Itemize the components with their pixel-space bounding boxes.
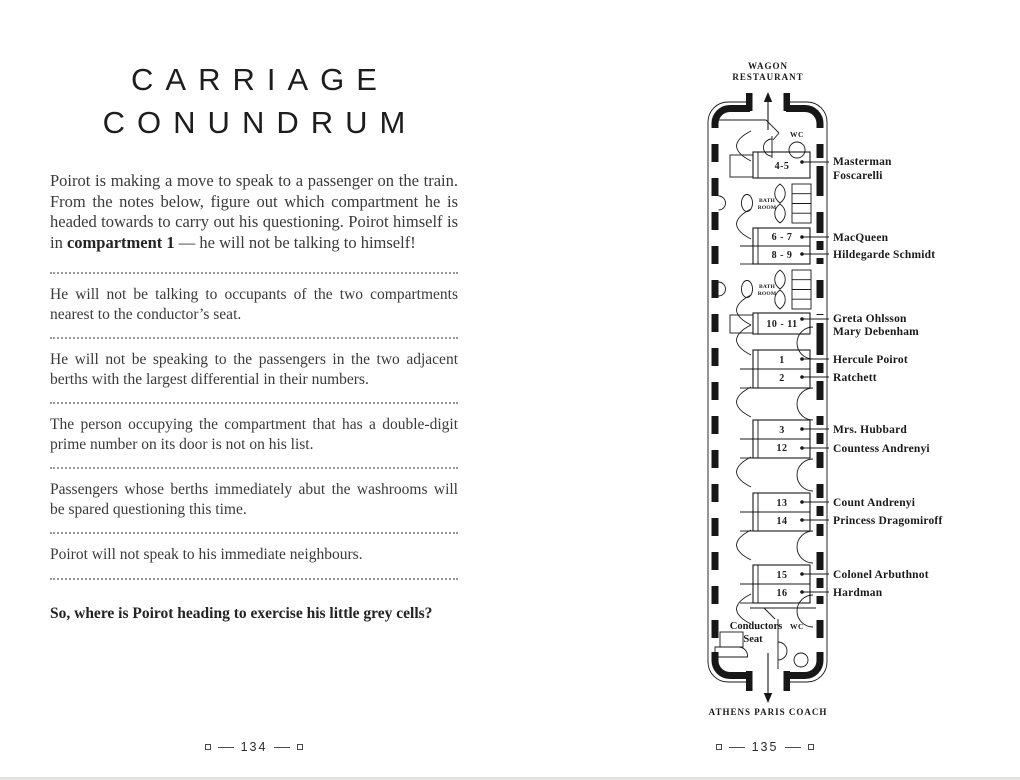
berth-box xyxy=(730,155,753,177)
left-page-footer xyxy=(50,740,458,754)
footer-ornament xyxy=(297,744,303,750)
right-page-number: 135 xyxy=(751,740,779,754)
door-arc xyxy=(719,196,726,210)
athens-paris-coach-label: ATHENS PARIS COACH xyxy=(708,707,828,717)
wc-top-label: WC xyxy=(790,130,804,139)
bathroom-label-1: BATH xyxy=(759,198,775,204)
passenger-label: Greta Ohlsson xyxy=(833,313,907,325)
passenger-label: Foscarelli xyxy=(833,170,883,182)
footer-ornament xyxy=(205,744,211,750)
seat-icon xyxy=(715,647,748,657)
compartment-number: 2 xyxy=(779,373,785,384)
page-title xyxy=(50,58,458,144)
intro-text-2: — he will not be talking to himself! xyxy=(174,232,416,252)
footer-ornament xyxy=(218,747,234,748)
wagon-restaurant-label-1: WAGON xyxy=(747,61,789,71)
compartment-number: 12 xyxy=(776,443,788,454)
door-arc xyxy=(719,282,726,296)
title-line-2: CONUNDRUM xyxy=(102,105,418,140)
passenger-label: Hercule Poirot xyxy=(833,354,908,366)
compartment-4-5 xyxy=(730,152,892,182)
clue-item: Passengers whose berths immediately abut the washrooms will be spared questioning this time. xyxy=(50,467,458,532)
passenger-label: Count Andrenyi xyxy=(833,497,916,509)
toilet-icon xyxy=(789,142,805,158)
compartment-number: 10 - 11 xyxy=(766,319,798,330)
passenger-label: Hildegarde Schmidt xyxy=(833,249,936,261)
passenger-label: Princess Dragomiroff xyxy=(833,515,943,527)
footer-ornament xyxy=(274,747,290,748)
footer-ornament xyxy=(785,747,801,748)
door-arc xyxy=(764,139,773,156)
bathroom-label-2: ROOM xyxy=(757,205,777,211)
swing-door xyxy=(775,184,786,203)
passenger-label: Colonel Arbuthnot xyxy=(833,569,929,581)
compartment-number: 4-5 xyxy=(774,161,790,172)
footer-ornament xyxy=(729,747,745,748)
compartment-15-16 xyxy=(740,565,929,603)
passenger-label: Mrs. Hubbard xyxy=(833,424,907,436)
clue-item: He will not be talking to occupants of the two compartments nearest to the conductor’s seat. xyxy=(50,272,458,337)
bathroom-label-1: BATH xyxy=(759,284,775,290)
intro-text-1: Poirot is making a move to speak to a passenger on the train. From the notes below, figure out which compartment he is headed towards to carry out his questioning. Poirot himself is in xyxy=(50,171,458,252)
passenger-label: Mary Debenham xyxy=(833,326,919,338)
compartment-13-14 xyxy=(740,493,943,531)
compartment-3-12 xyxy=(740,420,930,458)
puzzle-question: So, where is Poirot heading to exercise his little grey cells? xyxy=(50,604,433,622)
compartment-number: 8 - 9 xyxy=(771,250,793,261)
left-page xyxy=(50,58,458,638)
conductors-seat-label-1: Conductors xyxy=(729,621,783,632)
left-page-number: 134 xyxy=(240,740,268,754)
bathroom-label-2: ROOM xyxy=(757,291,777,297)
compartment-number: 14 xyxy=(776,516,788,527)
dotted-divider xyxy=(50,578,458,580)
compartment-number: 3 xyxy=(779,425,785,436)
door-arc xyxy=(778,642,787,660)
footer-ornament xyxy=(808,744,814,750)
passenger-label: Hardman xyxy=(833,587,883,599)
top-gangway xyxy=(746,92,790,130)
compartment-number: 16 xyxy=(776,588,788,599)
compartment-number: 15 xyxy=(776,570,788,581)
toilet-icon xyxy=(794,653,808,667)
compartment-number: 13 xyxy=(776,498,788,509)
passenger-label: MacQueen xyxy=(833,232,889,244)
title-line-1: CARRIAGE xyxy=(131,62,389,97)
corridor-doors xyxy=(737,131,752,624)
passenger-label: Ratchett xyxy=(833,372,877,384)
compartment-10-11 xyxy=(730,313,919,338)
intro-paragraph xyxy=(50,171,458,253)
carriage-diagram xyxy=(690,58,990,723)
clue-list xyxy=(50,272,458,580)
conductors-seat-label-2: Seat xyxy=(743,634,763,645)
seat-back xyxy=(720,632,743,647)
footer-ornament xyxy=(716,744,722,750)
compartment-6-9 xyxy=(740,228,935,264)
passenger-label: Masterman xyxy=(833,156,892,168)
compartment-number: 1 xyxy=(779,355,785,366)
passenger-label: Countess Andrenyi xyxy=(833,443,930,455)
bottom-gangway xyxy=(746,653,790,703)
right-wall-doors xyxy=(797,327,813,627)
bathroom-1 xyxy=(719,184,812,223)
wagon-restaurant-label-2: RESTAURANT xyxy=(732,72,804,82)
conductors-seat xyxy=(715,621,782,657)
compartment-number: 6 - 7 xyxy=(771,232,793,243)
clue-item: He will not be speaking to the passengers in the two adjacent berths with the largest differential in their numbers. xyxy=(50,337,458,402)
wc-bottom-label: WC xyxy=(790,622,804,631)
bathroom-2 xyxy=(719,270,812,309)
clue-item: The person occupying the compartment that has a double-digit prime number on its door is not on his list. xyxy=(50,402,458,467)
clue-item: Poirot will not speak to his immediate neighbours. xyxy=(50,532,458,578)
swing-door xyxy=(775,290,786,309)
swing-door xyxy=(775,204,786,223)
right-page-footer xyxy=(665,740,865,754)
intro-bold: compartment 1 xyxy=(66,232,175,252)
swing-door xyxy=(775,270,786,289)
